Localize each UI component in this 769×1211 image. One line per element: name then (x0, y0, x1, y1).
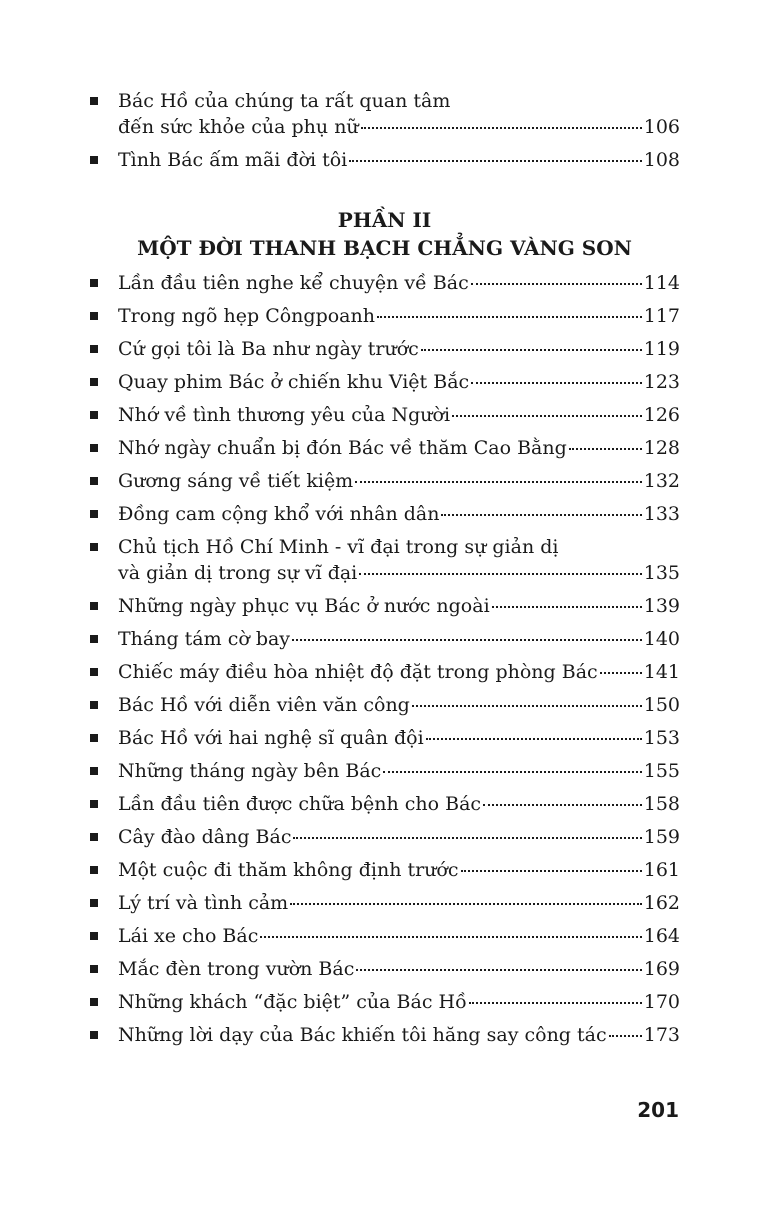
toc-entry (90, 857, 680, 883)
toc-entry-line (118, 956, 680, 982)
toc-entry-page: 119 (643, 338, 680, 360)
toc-entry-title: Những khách “đặc biệt” của Bác Hồ (118, 991, 467, 1013)
toc-entry (90, 824, 680, 850)
bullet-square-icon (90, 833, 98, 841)
dot-leader (471, 283, 642, 285)
bullet-square-icon (90, 345, 98, 353)
bullet-square-icon (90, 965, 98, 973)
dot-leader (260, 936, 641, 938)
dot-leader (377, 316, 642, 318)
toc-entry-page: 150 (643, 694, 680, 716)
toc-entry-page: 135 (643, 562, 680, 584)
bullet-square-icon (90, 734, 98, 742)
toc-entry-title: Bác Hồ với hai nghệ sĩ quân đội (118, 727, 424, 749)
bullet-square-icon (90, 97, 98, 105)
page-number: 201 (637, 1098, 679, 1122)
dot-leader (383, 771, 641, 773)
toc-entry (90, 758, 680, 784)
toc-entry-line (118, 147, 680, 173)
dot-leader (290, 903, 642, 905)
toc-entry-page: 170 (643, 991, 680, 1013)
toc-entry-title: Đồng cam cộng khổ với nhân dân (118, 503, 440, 525)
toc-entry-line (118, 626, 680, 652)
dot-leader (452, 415, 642, 417)
dot-leader (361, 127, 642, 129)
toc-entry-title: Một cuộc đi thăm không định trước (118, 859, 459, 881)
toc-entry-page: 162 (643, 892, 680, 914)
bullet-square-icon (90, 411, 98, 419)
toc-entry-title: Cứ gọi tôi là Ba như ngày trước (118, 338, 419, 360)
toc-entry-title: Chủ tịch Hồ Chí Minh - vĩ đại trong sự giản dị (118, 536, 559, 558)
dot-leader (412, 705, 642, 707)
toc-entry-page: 158 (643, 793, 680, 815)
bullet-square-icon (90, 668, 98, 676)
toc-entry-title: Lần đầu tiên được chữa bệnh cho Bác (118, 793, 482, 815)
toc-entry-page: 128 (643, 437, 680, 459)
toc-entry (90, 725, 680, 751)
dot-leader (469, 1002, 642, 1004)
dot-leader (471, 382, 642, 384)
toc-entry-title: Những ngày phục vụ Bác ở nước ngoài (118, 595, 490, 617)
toc-list-part-2 (90, 270, 680, 1055)
bullet-square-icon (90, 998, 98, 1006)
toc-list-section-1 (90, 88, 680, 180)
toc-entry (90, 435, 680, 461)
dot-leader (483, 804, 642, 806)
bullet-square-icon (90, 477, 98, 485)
toc-entry-page: 141 (643, 661, 680, 683)
dot-leader (349, 160, 641, 162)
toc-entry-title: Những tháng ngày bên Bác (118, 760, 382, 782)
bullet-square-icon (90, 1031, 98, 1039)
toc-entry (90, 659, 680, 685)
toc-entry-title: Bác Hồ với diễn viên văn công (118, 694, 410, 716)
dot-leader (292, 639, 642, 641)
toc-entry-line (118, 402, 680, 428)
toc-entry (90, 402, 680, 428)
toc-entry-line (118, 534, 680, 560)
toc-entry-line (118, 270, 680, 296)
toc-entry-title: Trong ngõ hẹp Côngpoanh (118, 305, 375, 327)
bullet-square-icon (90, 378, 98, 386)
toc-entry (90, 147, 680, 173)
toc-entry-line (118, 88, 680, 114)
bullet-square-icon (90, 701, 98, 709)
toc-entry (90, 468, 680, 494)
bullet-square-icon (90, 866, 98, 874)
toc-entry-title: Tình Bác ấm mãi đời tôi (118, 149, 348, 171)
dot-leader (461, 870, 642, 872)
toc-entry-title: Mắc đèn trong vườn Bác (118, 958, 355, 980)
bullet-square-icon (90, 635, 98, 643)
toc-entry-page: 173 (643, 1024, 680, 1046)
toc-entry (90, 369, 680, 395)
toc-entry-page: 153 (643, 727, 680, 749)
dot-leader (359, 573, 641, 575)
toc-entry-page: 164 (643, 925, 680, 947)
toc-entry-page: 114 (643, 272, 680, 294)
bullet-square-icon (90, 767, 98, 775)
toc-entry-title: Quay phim Bác ở chiến khu Việt Bắc (118, 371, 470, 393)
toc-entry-title: Gương sáng về tiết kiệm (118, 470, 354, 492)
toc-entry-title: đến sức khỏe của phụ nữ (118, 116, 359, 138)
toc-entry-page: 161 (643, 859, 680, 881)
toc-entry-title: Tháng tám cờ bay (118, 628, 291, 650)
dot-leader (426, 738, 642, 740)
toc-entry-line (118, 758, 680, 784)
toc-entry-line (118, 890, 680, 916)
toc-entry-line (118, 468, 680, 494)
dot-leader (569, 448, 642, 450)
toc-entry-title: Lần đầu tiên nghe kể chuyện về Bác (118, 272, 469, 294)
bullet-square-icon (90, 899, 98, 907)
toc-entry (90, 989, 680, 1015)
toc-entry (90, 593, 680, 619)
toc-entry-line (118, 989, 680, 1015)
toc-entry-line (118, 923, 680, 949)
toc-entry-page: 139 (643, 595, 680, 617)
toc-entry (90, 692, 680, 718)
toc-entry-line (118, 114, 680, 140)
toc-entry-line (118, 824, 680, 850)
dot-leader (356, 969, 641, 971)
toc-entry (90, 956, 680, 982)
toc-entry (90, 303, 680, 329)
toc-entry-line (118, 659, 680, 685)
toc-entry-line (118, 857, 680, 883)
dot-leader (492, 606, 642, 608)
toc-entry-line (118, 435, 680, 461)
toc-entry-line (118, 593, 680, 619)
toc-entry-line (118, 303, 680, 329)
toc-entry-line (118, 1022, 680, 1048)
toc-entry-title: và giản dị trong sự vĩ đại (118, 562, 358, 584)
toc-entry-title: Nhớ về tình thương yêu của Người (118, 404, 451, 426)
bullet-square-icon (90, 156, 98, 164)
toc-entry-page: 123 (643, 371, 680, 393)
dot-leader (609, 1035, 642, 1037)
toc-entry-line (118, 369, 680, 395)
bullet-square-icon (90, 543, 98, 551)
dot-leader (600, 672, 642, 674)
toc-entry-page: 106 (643, 116, 680, 138)
toc-entry-page: 140 (643, 628, 680, 650)
toc-entry-title: Chiếc máy điều hòa nhiệt độ đặt trong phòng Bác (118, 661, 598, 683)
toc-entry-title: Cây đào dâng Bác (118, 826, 292, 848)
toc-entry (90, 626, 680, 652)
toc-entry (90, 923, 680, 949)
bullet-square-icon (90, 602, 98, 610)
toc-entry (90, 1022, 680, 1048)
toc-entry-line (118, 725, 680, 751)
toc-entry-page: 133 (643, 503, 680, 525)
bullet-square-icon (90, 932, 98, 940)
toc-entry-line (118, 501, 680, 527)
bullet-square-icon (90, 800, 98, 808)
toc-entry (90, 534, 680, 586)
toc-entry (90, 88, 680, 140)
toc-entry-line (118, 560, 680, 586)
toc-entry-line (118, 692, 680, 718)
toc-entry-page: 169 (643, 958, 680, 980)
toc-entry-title: Bác Hồ của chúng ta rất quan tâm (118, 90, 451, 112)
toc-entry-line (118, 336, 680, 362)
bullet-square-icon (90, 312, 98, 320)
bullet-square-icon (90, 279, 98, 287)
dot-leader (293, 837, 641, 839)
toc-entry-title: Những lời dạy của Bác khiến tôi hăng say công tác (118, 1024, 607, 1046)
toc-entry-title: Lái xe cho Bác (118, 925, 259, 947)
toc-entry-title: Lý trí và tình cảm (118, 892, 289, 914)
part-label: PHẦN II (337, 208, 432, 232)
toc-entry-title: Nhớ ngày chuẩn bị đón Bác về thăm Cao Bằng (118, 437, 567, 459)
toc-entry-line (118, 791, 680, 817)
toc-entry-page: 108 (643, 149, 680, 171)
dot-leader (355, 481, 642, 483)
toc-entry (90, 336, 680, 362)
toc-entry (90, 890, 680, 916)
bullet-square-icon (90, 444, 98, 452)
toc-entry-page: 132 (643, 470, 680, 492)
part-title: MỘT ĐỜI THANH BẠCH CHẲNG VÀNG SON (137, 236, 632, 260)
toc-entry (90, 501, 680, 527)
dot-leader (421, 349, 642, 351)
toc-entry (90, 270, 680, 296)
bullet-square-icon (90, 510, 98, 518)
toc-entry (90, 791, 680, 817)
toc-entry-page: 159 (643, 826, 680, 848)
toc-entry-page: 117 (643, 305, 680, 327)
toc-entry-page: 126 (643, 404, 680, 426)
toc-entry-page: 155 (643, 760, 680, 782)
dot-leader (441, 514, 641, 516)
